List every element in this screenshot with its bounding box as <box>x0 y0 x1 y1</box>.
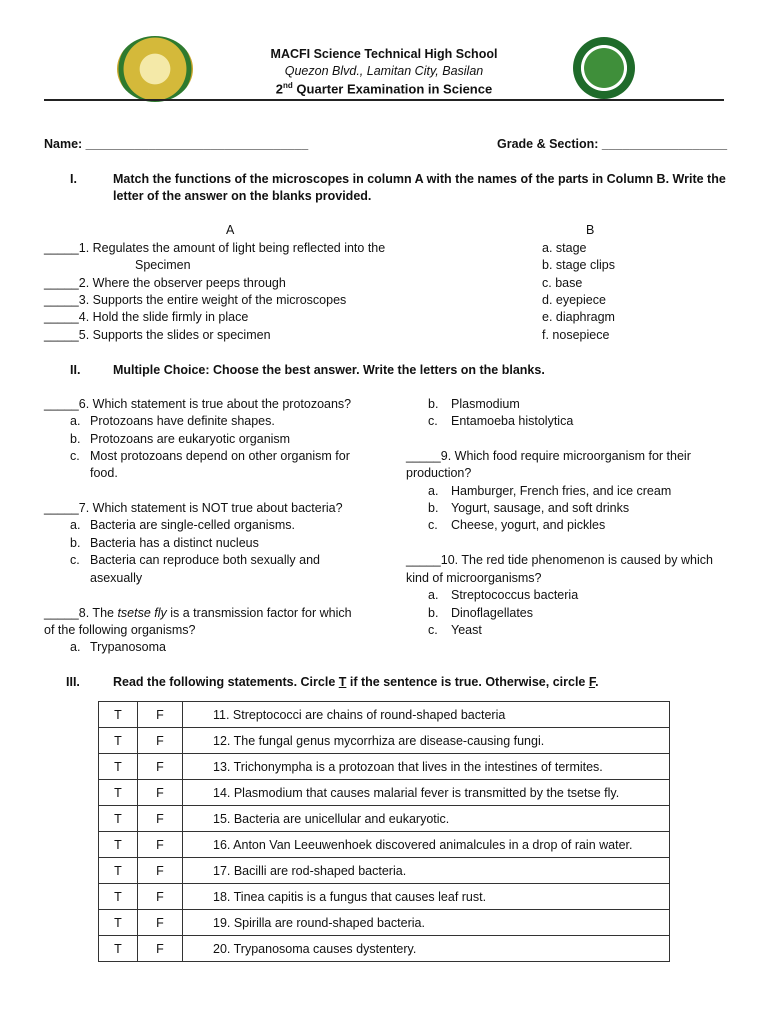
tf-statement: 18. Tinea capitis is a fungus that causes leaf rust. <box>183 884 670 910</box>
tf-row <box>99 858 670 884</box>
true-option[interactable]: T <box>99 832 138 858</box>
true-option[interactable]: T <box>99 702 138 728</box>
choice-a: a. stage <box>542 241 587 255</box>
q10-option-b: Dinoflagellates <box>451 606 533 620</box>
school-address: Quezon Blvd., Lamitan City, Basilan <box>284 64 484 78</box>
question-8: _____8. The tsetse fly is a transmission factor for which <box>44 606 352 620</box>
tf-statement: 17. Bacilli are rod-shaped bacteria. <box>183 858 670 884</box>
tf-row <box>99 702 670 728</box>
question-6: _____6. Which statement is true about the protozoans? <box>44 397 352 411</box>
grade-section-field[interactable]: Grade & Section: __________________ <box>497 137 728 151</box>
q6-letter-a: a. <box>70 414 81 428</box>
q10-letter-a: a. <box>428 588 439 602</box>
tf-statement: 13. Trichonympha is a protozoan that lives in the intestines of termites. <box>183 754 670 780</box>
q10-letter-c: c. <box>428 623 438 637</box>
false-option[interactable]: F <box>138 832 183 858</box>
true-option[interactable]: T <box>99 910 138 936</box>
q10-option-c: Yeast <box>451 623 482 637</box>
false-option[interactable]: F <box>138 754 183 780</box>
q7-option-c-cont: asexually <box>90 571 143 585</box>
true-option[interactable]: T <box>99 780 138 806</box>
choice-b: b. stage clips <box>542 258 615 272</box>
tf-statement: 15. Bacteria are unicellular and eukaryotic. <box>183 806 670 832</box>
question-10: _____10. The red tide phenomenon is caused by which <box>406 553 713 567</box>
true-option[interactable]: T <box>99 936 138 962</box>
match-item-4: _____4. Hold the slide firmly in place <box>44 310 249 324</box>
q9-option-b: Yogurt, sausage, and soft drinks <box>451 501 630 515</box>
tf-row <box>99 884 670 910</box>
q7-letter-b: b. <box>70 536 81 550</box>
part1-instruction: Match the functions of the microscopes in column A with the names of the parts in Column B. Write the <box>113 172 726 186</box>
choice-c: c. base <box>542 276 583 290</box>
tf-statement: 11. Streptococci are chains of round-shaped bacteria <box>183 702 670 728</box>
match-item-5: _____5. Supports the slides or specimen <box>44 328 271 342</box>
true-false-table <box>98 701 670 962</box>
false-option[interactable]: F <box>138 702 183 728</box>
tf-row <box>99 806 670 832</box>
q7-letter-a: a. <box>70 518 81 532</box>
header-divider <box>44 99 724 101</box>
tf-row <box>99 832 670 858</box>
tf-row <box>99 728 670 754</box>
q7-option-b: Bacteria has a distinct nucleus <box>90 536 259 550</box>
false-option[interactable]: F <box>138 780 183 806</box>
true-option[interactable]: T <box>99 884 138 910</box>
tf-row <box>99 936 670 962</box>
q9-option-c: Cheese, yogurt, and pickles <box>451 518 606 532</box>
part2-instruction: Multiple Choice: Choose the best answer. Write the letters on the blanks. <box>113 363 545 377</box>
q6-option-b: Protozoans are eukaryotic organism <box>90 432 291 446</box>
name-field[interactable]: Name: ________________________________ <box>44 137 309 151</box>
q6-option-c-cont: food. <box>90 466 118 480</box>
q8-option-a: Trypanosoma <box>90 640 166 654</box>
tf-statement: 16. Anton Van Leeuwenhoek discovered animalcules in a drop of rain water. <box>183 832 670 858</box>
true-option[interactable]: T <box>99 728 138 754</box>
match-item-3: _____3. Supports the entire weight of the microscopes <box>44 293 347 307</box>
q6-option-a: Protozoans have definite shapes. <box>90 414 275 428</box>
choice-e: e. diaphragm <box>542 310 615 324</box>
false-option[interactable]: F <box>138 858 183 884</box>
part1-instruction-2: letter of the answer on the blanks provided. <box>113 189 372 203</box>
q8-option-b: Plasmodium <box>451 397 520 411</box>
true-option[interactable]: T <box>99 806 138 832</box>
false-option[interactable]: F <box>138 884 183 910</box>
q8-letter-c: c. <box>428 414 438 428</box>
column-b-heading: B <box>586 223 595 237</box>
tf-statement: 20. Trypanosoma causes dystentery. <box>183 936 670 962</box>
q7-letter-c: c. <box>70 553 80 567</box>
part1-number: I. <box>70 172 77 186</box>
q9-letter-c: c. <box>428 518 438 532</box>
tf-row <box>99 754 670 780</box>
true-option[interactable]: T <box>99 754 138 780</box>
question-10-cont: kind of microorganisms? <box>406 571 542 585</box>
column-a-heading: A <box>226 223 235 237</box>
q9-option-a: Hamburger, French fries, and ice cream <box>451 484 672 498</box>
q6-option-c: Most protozoans depend on other organism for <box>90 449 350 463</box>
tf-row <box>99 910 670 936</box>
false-option[interactable]: F <box>138 806 183 832</box>
match-item-2: _____2. Where the observer peeps through <box>44 276 286 290</box>
q7-option-c: Bacteria can reproduce both sexually and <box>90 553 321 567</box>
q8-letter-a: a. <box>70 640 81 654</box>
school-name: MACFI Science Technical High School <box>270 47 498 61</box>
q8-letter-b: b. <box>428 397 439 411</box>
match-item-1-cont: Specimen <box>135 258 191 272</box>
match-item-1: _____1. Regulates the amount of light being reflected into the <box>44 241 386 255</box>
part3-instruction: Read the following statements. Circle T if the sentence is true. Otherwise, circle F. <box>113 675 599 689</box>
choice-d: d. eyepiece <box>542 293 606 307</box>
question-9: _____9. Which food require microorganism for their <box>406 449 691 463</box>
q9-letter-b: b. <box>428 501 439 515</box>
exam-title: 2nd Quarter Examination in Science <box>275 81 493 97</box>
q6-letter-c: c. <box>70 449 80 463</box>
false-option[interactable]: F <box>138 728 183 754</box>
tf-statement: 19. Spirilla are round-shaped bacteria. <box>183 910 670 936</box>
q10-option-a: Streptococcus bacteria <box>451 588 579 602</box>
question-7: _____7. Which statement is NOT true about bacteria? <box>44 501 343 515</box>
q10-letter-b: b. <box>428 606 439 620</box>
q8-option-c: Entamoeba histolytica <box>451 414 574 428</box>
false-option[interactable]: F <box>138 936 183 962</box>
choice-f: f. nosepiece <box>542 328 610 342</box>
q9-letter-a: a. <box>428 484 439 498</box>
part3-number: III. <box>66 675 80 689</box>
true-option[interactable]: T <box>99 858 138 884</box>
part2-number: II. <box>70 363 81 377</box>
tf-statement: 12. The fungal genus mycorrhiza are disease-causing fungi. <box>183 728 670 754</box>
q7-option-a: Bacteria are single-celled organisms. <box>90 518 295 532</box>
false-option[interactable]: F <box>138 910 183 936</box>
question-9-cont: production? <box>406 466 472 480</box>
q6-letter-b: b. <box>70 432 81 446</box>
tf-statement: 14. Plasmodium that causes malarial fever is transmitted by the tsetse fly. <box>183 780 670 806</box>
tf-row <box>99 780 670 806</box>
question-8-cont: of the following organisms? <box>44 623 196 637</box>
